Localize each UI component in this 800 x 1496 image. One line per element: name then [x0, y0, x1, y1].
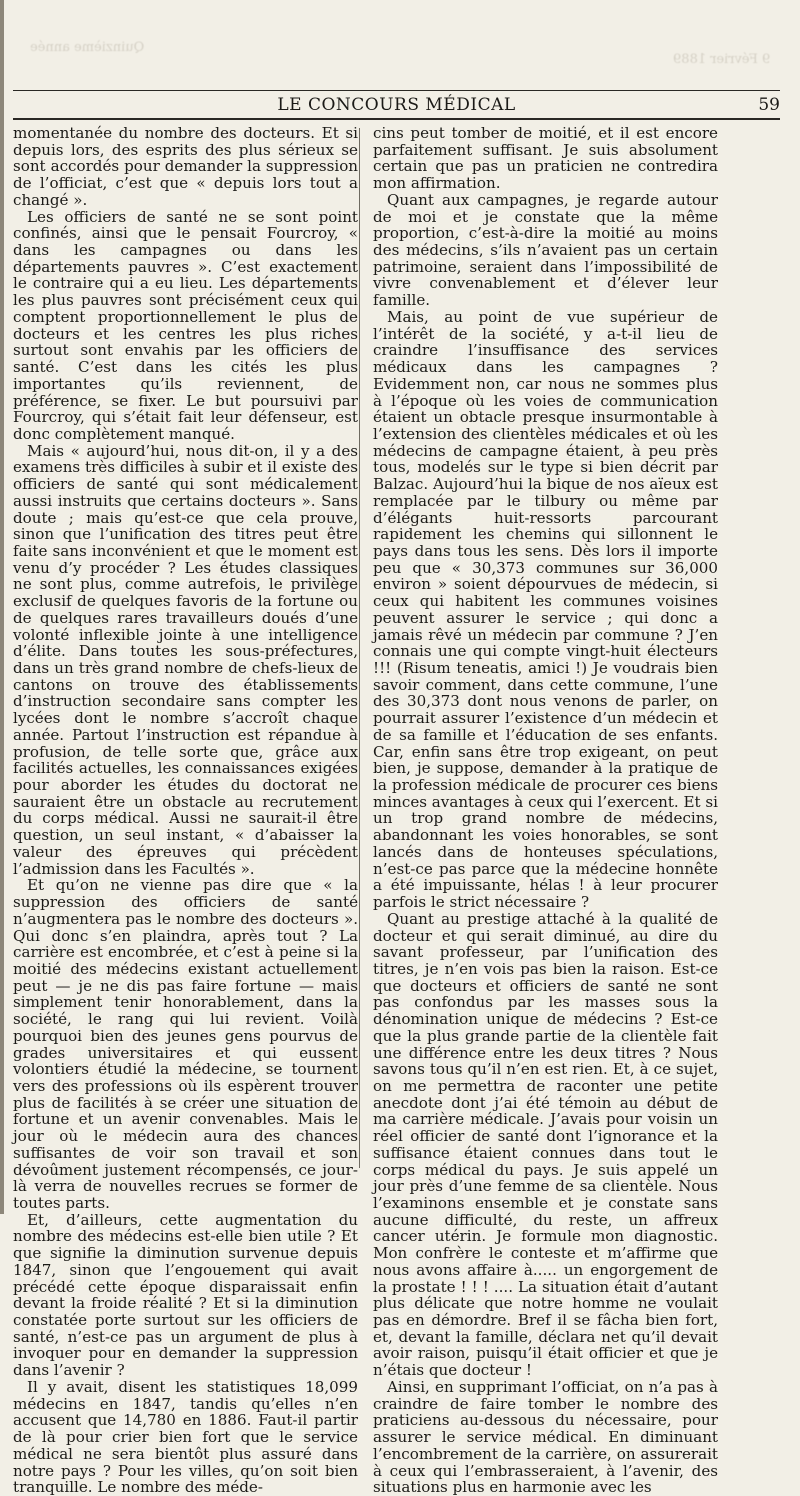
paragraph: Et qu’on ne vienne pas dire que « la suppression des officiers de santé n’augmentera pas le nombre des docteurs ». Qui donc s’en plaindra, après tout ? La carrière est encombrée, et c’est à peine si la moitié des médecins existant actuellement peut — je ne dis pas faire fortune — mais simplement tenir honorablement, dans la société, le rang qui lui revient. Voilà pourquoi bien des jeunes gens pourvus de grades universitaires et qui eussent volontiers étudié la médecine, se tournent vers des professions où ils espèrent trouver plus de facilités à se créer une situation de fortune et un avenir convenables. Mais le jour où le médecin aura des chances suffisantes de voir son travail et son dévoûment justement récompensés, ce jour-là verra de nouvelles recrues se former de toutes parts.: [13, 876, 358, 1212]
paragraph: Quant au prestige attaché à la qualité de docteur et qui serait diminué, au dire du savant professeur, par l’unification des titres, je n’en vois pas bien la raison. Est-ce que docteurs et officiers de santé ne sont pas confondus par les masses sous la dénomination unique de médecins ? Est-ce que la plus grande partie de la clientèle fait une différence entre les deux titres ? Nous savons tous qu’il n’en est rien. Et, à ce sujet, on me permettra de raconter une petite anecdote dont j’ai été témoin au début de ma carrière médicale. J’avais pour voisin un réel officier de santé dont l’ignorance et la suffisance étaient connues dans tout le corps médical du pays. Je suis appelé un jour près d’une femme de sa clientèle. Nous l’examinons ensemble et je constate sans aucune difficulté, du reste, un affreux cancer utérin. Je formule mon diagnostic. Mon confrère le conteste et m’affirme que nous avons affaire à..... un engorgement de la prostate ! ! ! .... La situation était d’autant plus délicate que notre homme ne voulait pas en démordre. Bref il se fâcha bien fort, et, devant la famille, déclara net qu’il devait avoir raison, puisqu’il était officier et que je n’étais que docteur !: [373, 909, 718, 1380]
paragraph: Mais, au point de vue supérieur de l’intérêt de la société, y a-t-il lieu de craindre l’insuffisance des services médicaux dans les campagnes ? Evidemment non, car nous ne sommes plus à l’époque où les voies de communication étaient un obtacle presque insurmontable à l’extension des clientèles médicales et où les médecins de campagne étaient, à peu près tous, modelés sur le type si bien décrit par Balzac. Aujourd’hui la bique de nos aïeux est remplacée par le tilbury ou même par d’élégants huit-ressorts parcourant rapidement les chemins qui sillonnent le pays dans tous les sens. Dès lors il importe peu que « 30,373 communes sur 36,000 environ » soient dépourvues de médecin, si ceux qui habitent les communes voisines peuvent assurer le service ; qui donc a jamais rêvé un médecin par commune ? J’en connais une qui compte vingt-huit électeurs !!! (Risum teneatis, amici !) Je voudrais bien savoir comment, dans cette commune, l’une des 30,373 dont nous venons de parler, on pourrait assurer l’existence d’un médecin et de sa famille et l’éducation de ses enfants. Car, enfin sans être trop exigeant, on peut bien, je suppose, demander à la pratique de la profession médicale de procurer ces biens minces avantages à ceux qui l’exercent. Et si un trop grand nombre de médecins, abandonnant les voies honorables, se sont lancés dans de honteuses spéculations, n’est-ce pas parce que la médecine honnête a été impuissante, hélas ! à leur procurer parfois le strict nécessaire ?: [373, 307, 718, 912]
page-number: 59: [758, 95, 780, 115]
right-column: [373, 125, 718, 1496]
paragraph: Il y avait, disent les statistiques 18,099 médecins en 1847, tandis qu’elles n’en accusent que 14,780 en 1886. Faut-il partir de là pour crier bien fort que le service médical ne sera bientôt plus assuré dans notre pays ? Pour les villes, qu’on soit bien tranquille. Le nombre des méde-: [13, 1377, 358, 1496]
left-column: [13, 125, 358, 1496]
paragraph: Mais « aujourd’hui, nous dit-on, il y a des examens très difficiles à subir et il existe des officiers de santé qui sont médicalement aussi instruits que certains docteurs ». Sans doute ; mais qu’est-ce que cela prouve, sinon que l’unification des titres peut être faite sans inconvénient et que le moment est venu d’y procéder ? Les études classiques ne sont plus, comme autrefois, le privilège exclusif de quelques favoris de la fortune ou de quelques rares travailleurs doués d’une volonté inflexible jointe à une intelligence d’élite. Dans toutes les sous-préfectures, dans un très grand nombre de chefs-lieux de cantons on trouve des établissements d’instruction secondaire sans compter les lycées dont le nombre s’accroît chaque année. Partout l’instruction est répandue à profusion, de telle sorte que, grâce aux facilités actuelles, les connaissances exigées pour aborder les études du doctorat ne sauraient être un obstacle au recrutement du corps médical. Aussi ne saurait-il être question, un seul instant, « d’abaisser la valeur des épreuves qui précèdent l’admission dans les Facultés ».: [13, 441, 358, 878]
journal-title: LE CONCOURS MÉDICAL: [277, 95, 516, 115]
bleed-right-text: 9 Février 1889: [672, 52, 770, 67]
paragraph: Quant aux campagnes, je regarde autour de moi et je constate que la même proportion, c’est-à-dire la moitié au moins des médecins, s’ils n’avaient pas un certain patrimoine, seraient dans l’impossibilité de vivre convenablement et d’élever leur famille.: [373, 190, 718, 310]
column-divider: [359, 128, 360, 1168]
paragraph: Et, d’ailleurs, cette augmentation du nombre des médecins est-elle bien utile ? Et que signifie la diminution survenue depuis 1847, sinon que l’engouement qui avait précédé cette époque disparaissait enfin devant la froide réalité ? Et si la diminution constatée porte surtout sur les officiers de santé, n’est-ce pas un argument de plus à invoquer pour en demander la suppression dans l’avenir ?: [13, 1210, 358, 1380]
show-through-text: [30, 28, 790, 88]
paragraph: cins peut tomber de moitié, et il est encore parfaitement suffisant. Je suis absolument certain que pas un praticien ne contredira mon affirmation.: [373, 124, 718, 193]
paragraph: Les officiers de santé ne se sont point confinés, ainsi que le pensait Fourcroy, « dans les campagnes ou dans les départements pauvres ». C’est exactement le contraire qui a eu lieu. Les départements les plus pauvres sont précisément ceux qui comptent proportionnellement le plus de docteurs et les centres les plus riches surtout sont envahis par les officiers de santé. C’est dans les cités les plus importantes qu’ils reviennent, de préférence, se fixer. Le but poursuivi par Fourcroy, qui s’était fait leur défenseur, est donc complètement manqué.: [13, 207, 358, 443]
running-header: [13, 92, 780, 120]
header-top-rule: [13, 90, 780, 91]
paragraph: Ainsi, en supprimant l’officiat, on n’a pas à craindre de faire tomber le nombre des praticiens au-dessous du nécessaire, pour assurer le service médical. En diminuant l’encombrement de la carrière, on assurerait à ceux qui l’embrasseraient, à l’avenir, des situations plus en harmonie avec les: [373, 1377, 718, 1496]
page-edge: [0, 0, 4, 1214]
bleed-left-text: Quinzième année: [30, 40, 145, 55]
paragraph: momentanée du nombre des docteurs. Et si depuis lors, des esprits des plus sérieux se sont accordés pour demander la suppression de l’officiat, c’est que « depuis lors tout a changé ».: [13, 124, 358, 209]
